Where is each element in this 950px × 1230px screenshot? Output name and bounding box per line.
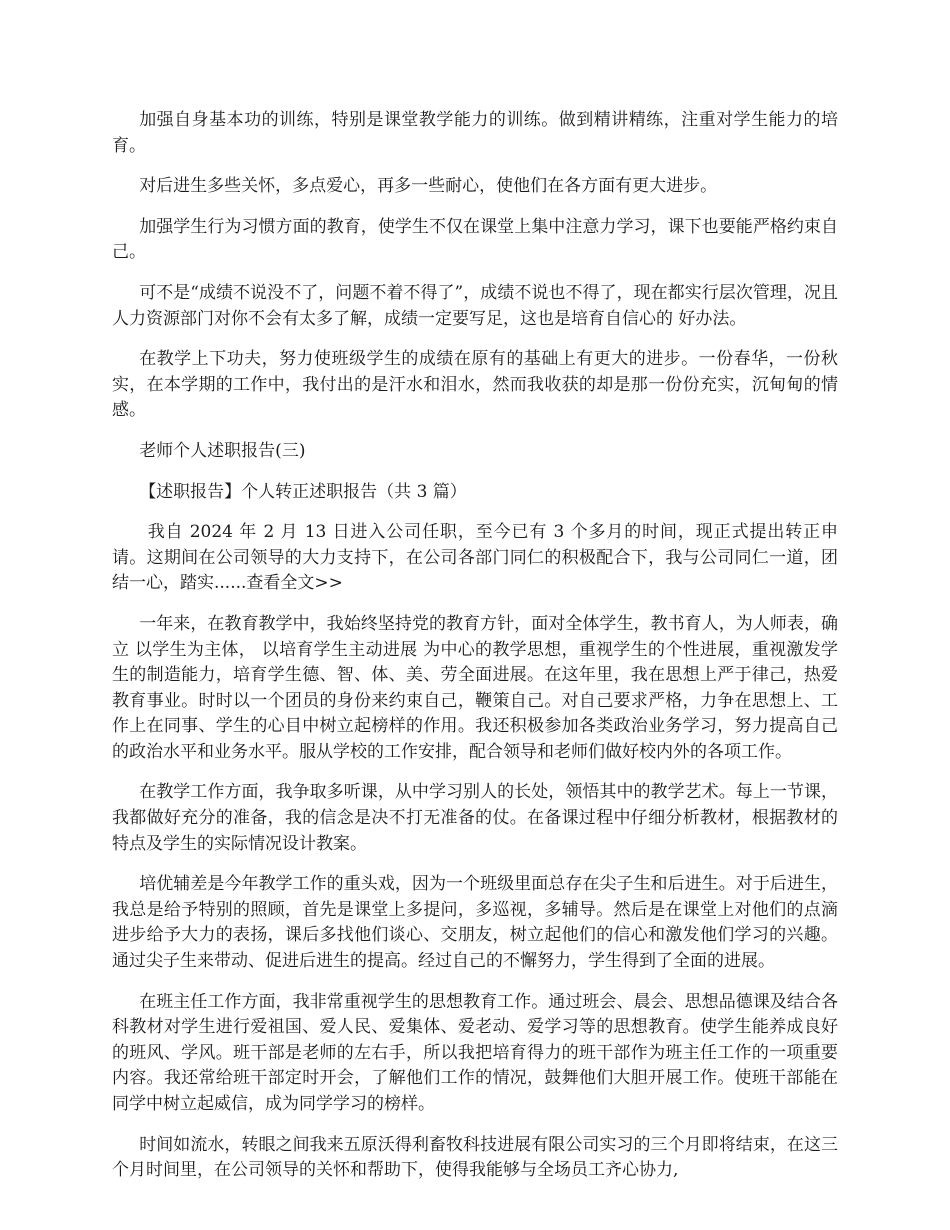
section-title: 老师个人述职报告(三) — [139, 440, 306, 461]
related-article-heading: 【述职报告】个人转正述职报告（共 3 篇） — [139, 481, 467, 502]
paragraph: 在教学上下功夫，努力使班级学生的成绩在原有的基础上有更大的进步。一份春华，一份秋实，在本学期的工作中，我付出的是汗水和泪水，然而我收获的却是那一份份充实，沉甸甸的情感。 — [112, 349, 838, 421]
paragraph: 一年来，在教育教学中，我始终坚持党的教育方针，面对全体学生，教书育人，为人师表，确立 以学生为主体， 以培育学生主动进展 为中心的教学思想，重视学生的个性进展，重视激发学生的制造能力，培育学生德、智、体、美、劳全面进展。在这年里，我在思想上严于律己，热爱教育事业。时时以一个团员的身份来约束自己，鞭策自己。对自己要求严格，力争在思想上、工作上在同事、学生的心目中树立起榜样的作用。我还积极参加各类政治业务学习，努力提高自己的政治水平和业务水平。服从学校的工作安排，配合领导和老师们做好校内外的各项工作。 — [112, 613, 838, 762]
paragraph: 对后进生多些关怀，多点爱心，再多一些耐心，使他们在各方面有更大进步。 — [139, 176, 718, 197]
paragraph: 在班主任工作方面，我非常重视学生的思想教育工作。通过班会、晨会、思想品德课及结合各科教材对学生进行爱祖国、爱人民、爱集体、爱老动、爱学习等的思想教育。使学生能养成良好的班风、学风。班干部是老师的左右手，所以我把培育得力的班干部作为班主任工作的一项重要内容。我还常给班干部定时开会，了解他们工作的情况，鼓舞他们大胆开展工作。使班干部能在同学中树立起威信，成为同学学习的榜样。 — [112, 991, 838, 1114]
document-page — [112, 108, 838, 1197]
paragraph: 时间如流水，转眼之间我来五原沃得利畜牧科技进展有限公司实习的三个月即将结束，在这三个月时间里，在公司领导的关怀和帮助下，使得我能够与全场员工齐心协力, — [112, 1134, 838, 1181]
related-article-excerpt: 我自 2024 年 2 月 13 日进入公司任职，至今已有 3 个多月的时间，现正式提出转正申请。这期间在公司领导的大力支持下，在公司各部门同仁的积极配合下，我与公司同仁一道，团结一心，踏实......查看全文>> — [112, 522, 838, 594]
paragraph: 可不是“成绩不说没不了，问题不着不得了”，成绩不说也不得了，现在都实行层次管理，况且人力资源部门对你不会有太多了解，成绩一定要写足，这也是培育自信心的 好办法。 — [112, 282, 838, 329]
paragraph: 培优辅差是今年教学工作的重头戏，因为一个班级里面总存在尖子生和后进生。对于后进生，我总是给予特别的照顾，首先是课堂上多提问，多巡视，多辅导。然后是在课堂上对他们的点滴进步给予大力的表扬，课后多找他们谈心、交朋友，树立起他们的信心和激发他们学习的兴趣。通过尖子生来带动、促进后进生的提高。经过自己的不懈努力，学生得到了全面的进展。 — [112, 874, 838, 972]
paragraph: 在教学工作方面，我争取多听课，从中学习别人的长处，领悟其中的教学艺术。每上一节课，我都做好充分的准备，我的信念是决不打无准备的仗。在备课过程中仔细分析教材，根据教材的特点及学生的实际情况设计教案。 — [112, 782, 838, 854]
paragraph: 加强学生行为习惯方面的教育，使学生不仅在课堂上集中注意力学习，课下也要能严格约束自己。 — [112, 216, 838, 263]
paragraph: 加强自身基本功的训练，特别是课堂教学能力的训练。做到精讲精练，注重对学生能力的培育。 — [112, 110, 838, 156]
